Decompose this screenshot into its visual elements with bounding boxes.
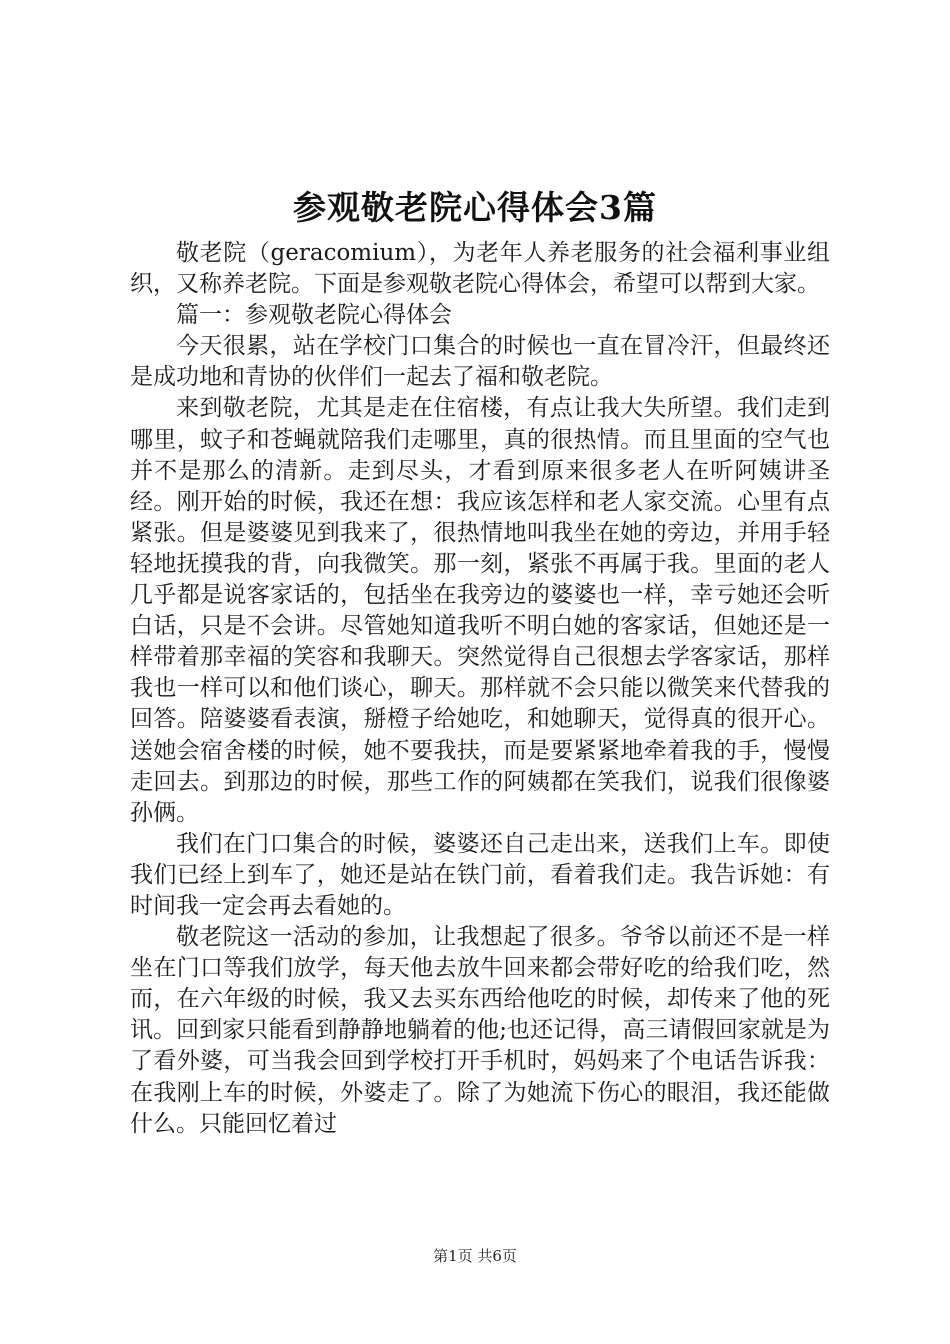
paragraph: 敬老院这一活动的参加，让我想起了很多。爷爷以前还不是一样坐在门口等我们放学，每天他去放牛回来都会带好吃的给我们吃，然而，在六年级的时候，我又去买东西给他吃的时候，却传来了他的死讯。回到家只能看到静静地躺着的他;也还记得，高三请假回家就是为了看外婆，可当我会回到学校打开手机时，妈妈来了个电话告诉我：在我刚上车的时候，外婆走了。除了为她流下伤心的眼泪，我还能做什么。只能回忆着过 xyxy=(130,924,830,1137)
paragraph-intro: 敬老院（geracomium），为老年人养老服务的社会福利事业组织，又称养老院。下面是参观敬老院心得体会，希望可以帮到大家。 xyxy=(130,240,830,298)
paragraph: 我们在门口集合的时候，婆婆还自己走出来，送我们上车。即使我们已经上到车了，她还是站在铁门前，看着我们走。我告诉她：有时间我一定会再去看她的。 xyxy=(130,830,830,919)
document-body xyxy=(130,238,830,1140)
paragraph: 来到敬老院，尤其是走在住宿楼，有点让我大失所望。我们走到哪里，蚊子和苍蝇就陪我们走哪里，真的很热情。而且里面的空气也并不是那么的清新。走到尽头，才看到原来很多老人在听阿姨讲圣经。刚开始的时候，我还在想：我应该怎样和老人家交流。心里有点紧张。但是婆婆见到我来了，很热情地叫我坐在她的旁边，并用手轻轻地抚摸我的背，向我微笑。那一刻，紧张不再属于我。里面的老人几乎都是说客家话的，包括坐在我旁边的婆婆也一样，幸亏她还会听白话，只是不会讲。尽管她知道我听不明白她的客家话，但她还是一样带着那幸福的笑容和我聊天。突然觉得自己很想去学客家话，那样我也一样可以和他们谈心，聊天。那样就不会只能以微笑来代替我的回答。陪婆婆看表演，掰橙子给她吃，和她聊天，觉得真的很开心。送她会宿舍楼的时候，她不要我扶，而是要紧紧地牵着我的手，慢慢走回去。到那边的时候，那些工作的阿姨都在笑我们，说我们很像婆孙俩。 xyxy=(130,395,830,826)
page-number-footer: 第1页 共6页 xyxy=(433,1247,517,1265)
paragraph-section-heading: 篇一：参观敬老院心得体会 xyxy=(176,302,452,329)
page-title: 参观敬老院心得体会3篇 xyxy=(293,188,657,227)
paragraph: 今天很累，站在学校门口集合的时候也一直在冒冷汗，但最终还是成功地和青协的伙伴们一起去了福和敬老院。 xyxy=(130,333,830,391)
